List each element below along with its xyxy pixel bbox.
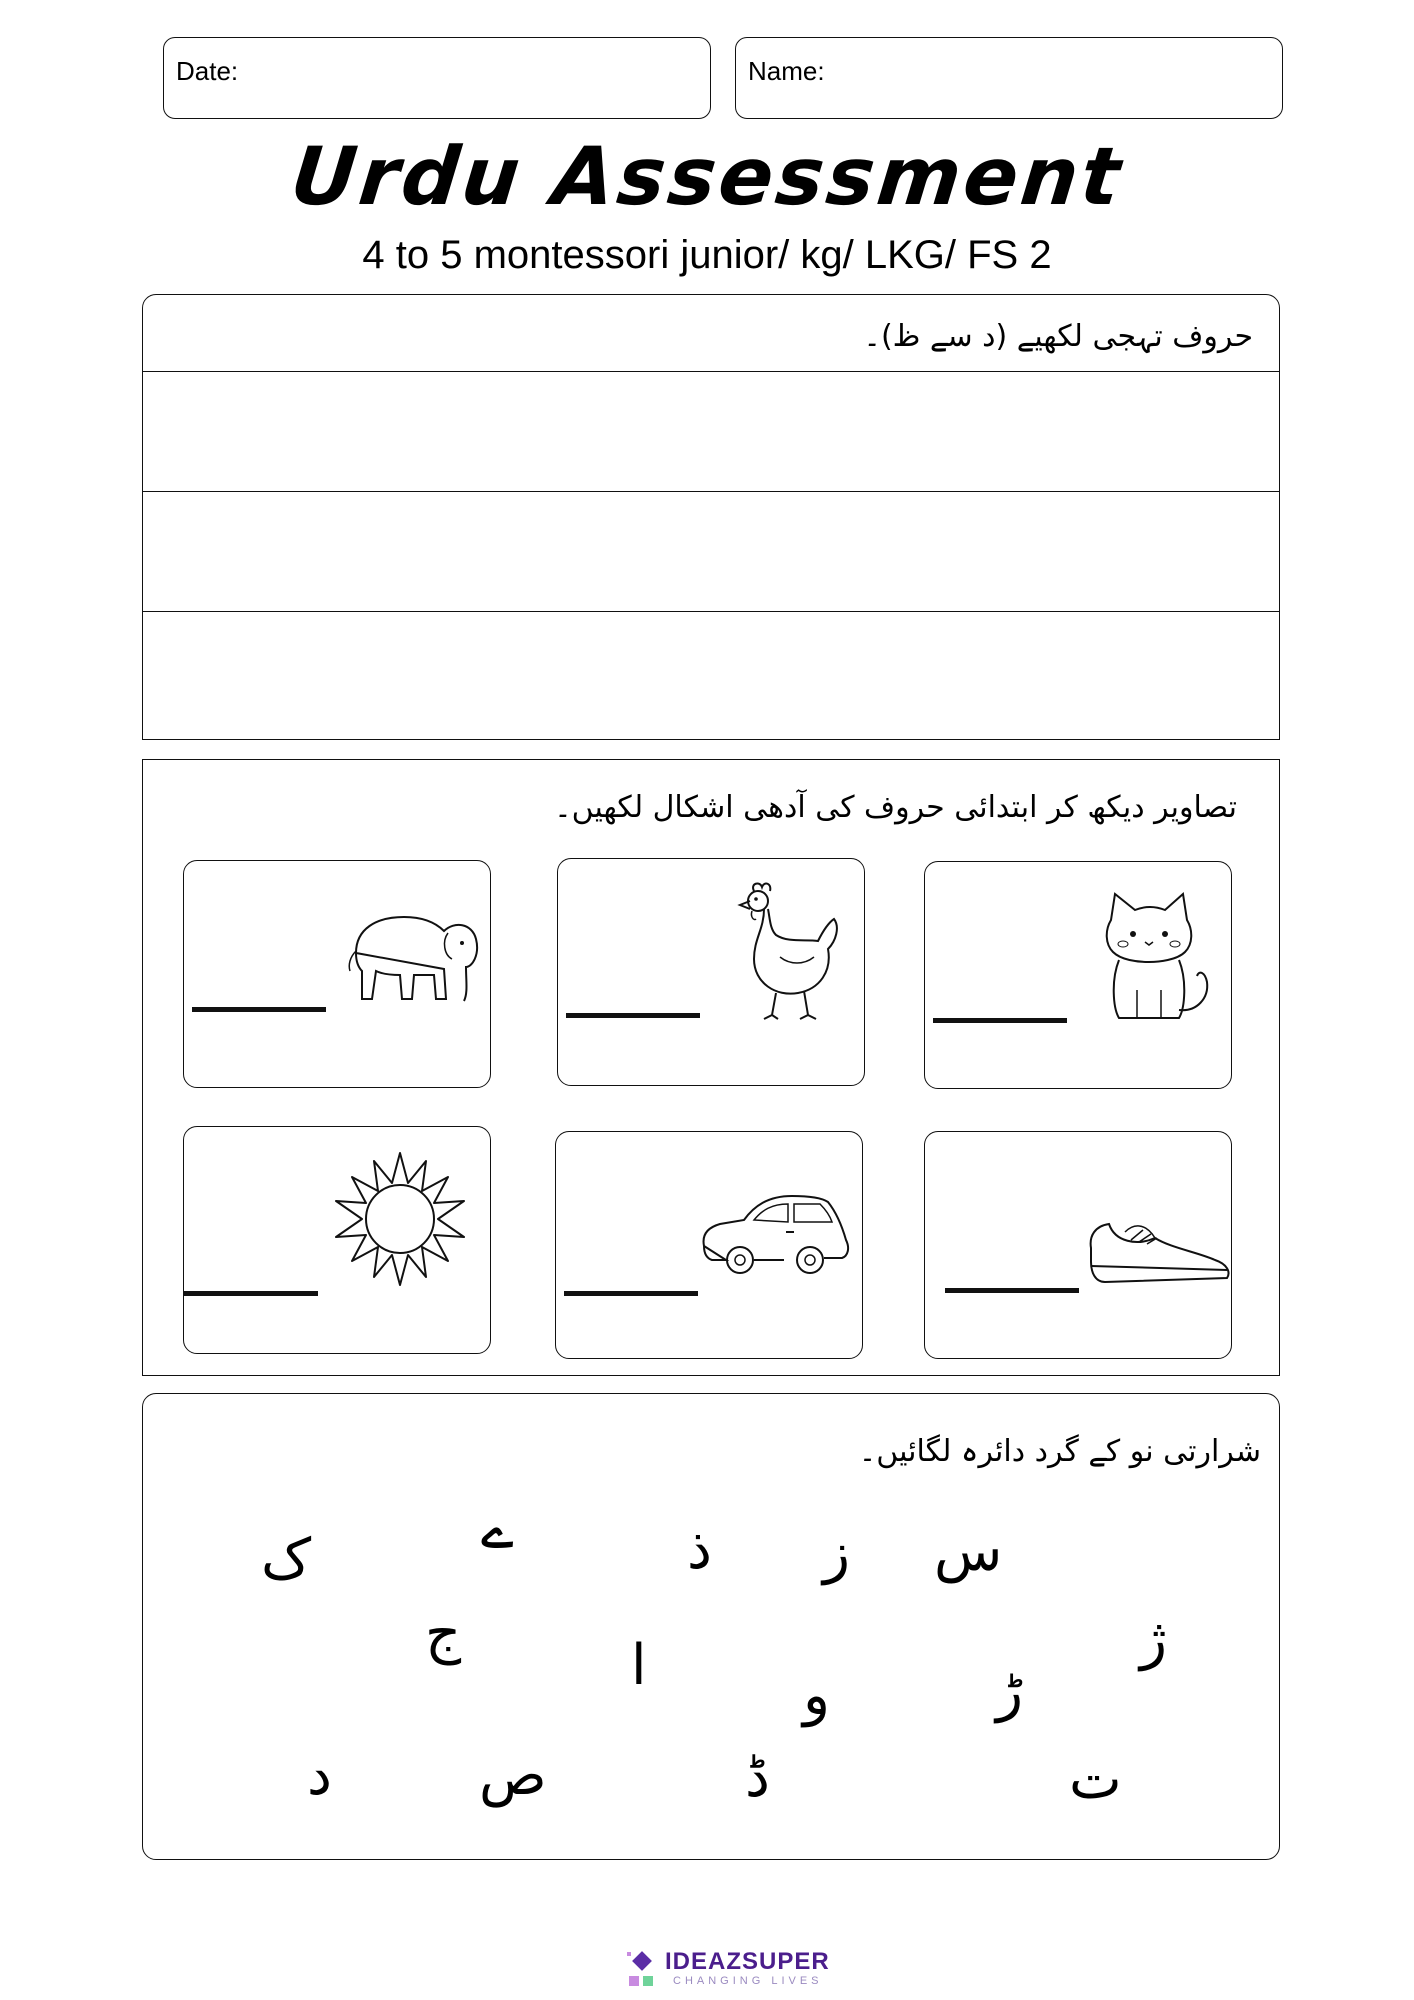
section2-instruction: تصاویر دیکھ کر ابتدائی حروف کی آدھی اشکال لکھیں۔ xyxy=(554,790,1237,825)
page-title: Urdu Assessment xyxy=(286,130,1128,223)
picture-letters-section xyxy=(142,759,1280,1376)
picture-card-car xyxy=(555,1131,863,1359)
cat-icon xyxy=(1097,890,1217,1030)
name-field[interactable] xyxy=(735,37,1283,119)
hen-icon xyxy=(724,879,844,1029)
brand-tagline: CHANGING LIVES xyxy=(673,1975,823,1987)
elephant-icon xyxy=(336,901,486,1011)
page-subtitle: 4 to 5 montessori junior/ kg/ LKG/ FS 2 xyxy=(362,233,1052,277)
writing-row-3[interactable] xyxy=(143,611,1279,740)
answer-blank[interactable] xyxy=(566,1013,700,1018)
letter-item[interactable]: ت xyxy=(1069,1747,1122,1812)
picture-card-cat xyxy=(924,861,1232,1089)
car-icon xyxy=(696,1182,856,1282)
picture-card-hen xyxy=(557,858,865,1086)
name-label: Name: xyxy=(748,56,825,86)
writing-row-2[interactable] xyxy=(143,491,1279,612)
picture-card-shoe xyxy=(924,1131,1232,1359)
brand-logo-icon xyxy=(625,1950,661,1990)
shoe-icon xyxy=(1085,1212,1235,1292)
picture-card-elephant xyxy=(183,860,491,1088)
letter-item[interactable]: ڈ xyxy=(745,1745,770,1810)
date-field[interactable] xyxy=(163,37,711,119)
letter-item[interactable]: د xyxy=(307,1743,332,1808)
alphabet-writing-section xyxy=(142,294,1280,740)
brand-footer xyxy=(625,1948,845,1992)
letter-item[interactable]: ا xyxy=(631,1633,647,1698)
date-label: Date: xyxy=(176,56,239,86)
letter-item[interactable]: ڑ xyxy=(996,1659,1024,1724)
section1-instruction: حروف تہجی لکھیے (د سے ظ)۔ xyxy=(863,319,1253,354)
letter-item[interactable]: س xyxy=(934,1519,1003,1584)
letter-item[interactable]: ک xyxy=(261,1527,312,1592)
letter-item[interactable]: و xyxy=(803,1663,831,1728)
letter-item[interactable]: ز xyxy=(823,1521,851,1586)
answer-blank[interactable] xyxy=(933,1018,1067,1023)
letter-item[interactable]: ص xyxy=(479,1743,547,1808)
brand-name: IDEAZSUPER xyxy=(665,1948,830,1975)
answer-blank[interactable] xyxy=(184,1291,318,1296)
answer-blank[interactable] xyxy=(564,1291,698,1296)
circle-letter-section xyxy=(142,1393,1280,1860)
picture-card-sun xyxy=(183,1126,491,1354)
answer-blank[interactable] xyxy=(945,1288,1079,1293)
letter-item[interactable]: ذ xyxy=(687,1517,712,1582)
writing-row-1[interactable] xyxy=(143,371,1279,492)
section3-instruction: شرارتی نو کے گرد دائرہ لگائیں۔ xyxy=(858,1434,1261,1469)
sun-icon xyxy=(330,1149,470,1289)
letter-item[interactable]: ژ xyxy=(1140,1607,1168,1672)
answer-blank[interactable] xyxy=(192,1007,326,1012)
letter-item[interactable]: ے xyxy=(481,1497,514,1562)
letter-item[interactable]: ج xyxy=(425,1601,462,1666)
